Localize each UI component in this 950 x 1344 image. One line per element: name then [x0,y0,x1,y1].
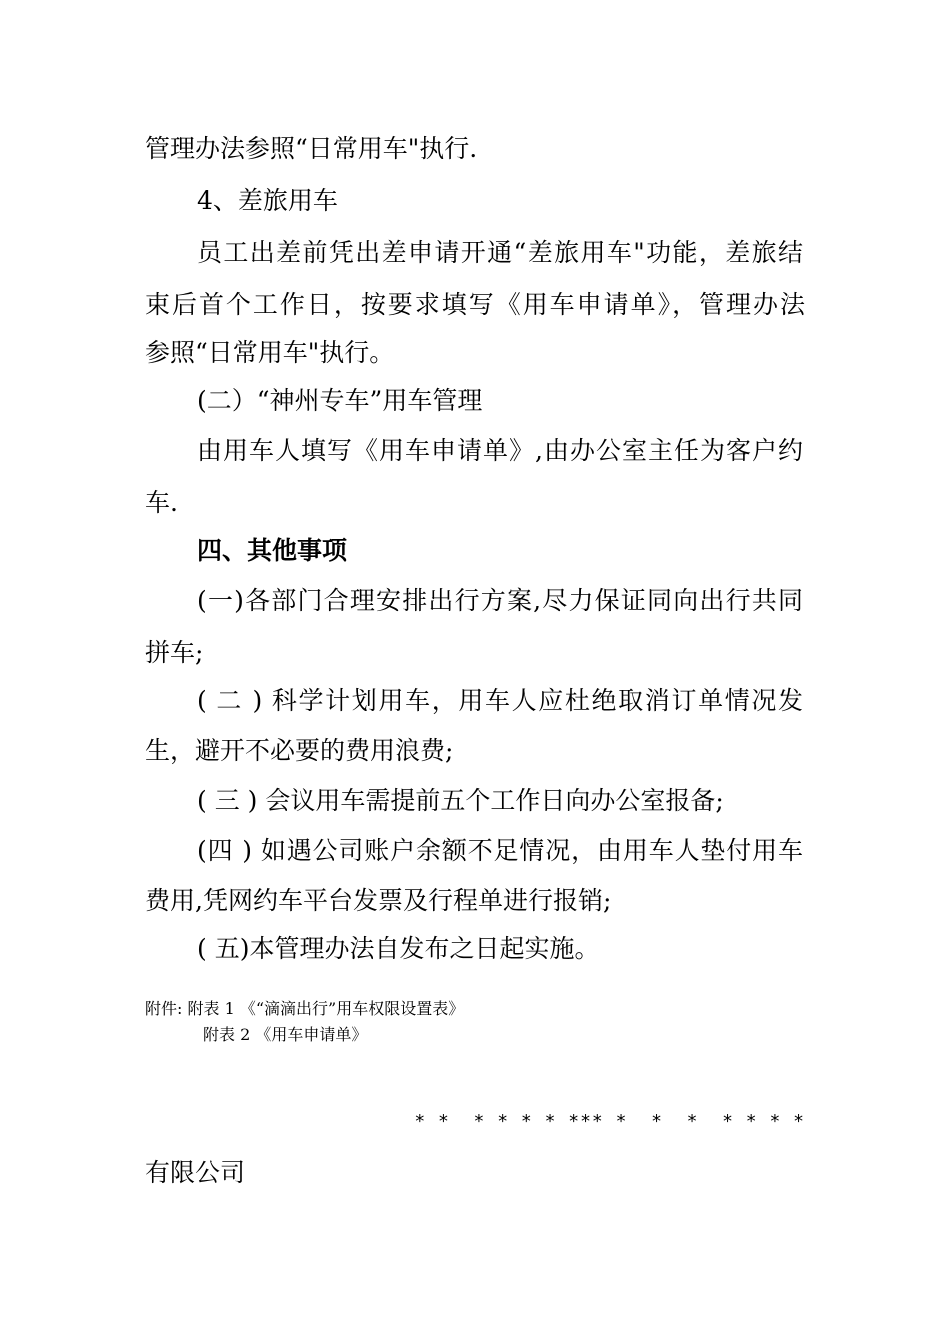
text-line: 拼车; [145,638,204,667]
subsection-heading: (二）“神州专车”用车管理 [197,386,483,415]
text-line: 管理办法参照“日常用车"执行. [145,134,478,163]
masked-signature: * * * * * * *** * * * * * * * [414,1111,805,1132]
section-heading: 四、其他事项 [197,536,348,565]
attachment-line: 附表 2 《用车申请单》 [203,1025,368,1044]
text-line: 员工出差前凭出差申请开通“差旅用车"功能，差旅结 [197,238,803,267]
text-line: ( 二 ) 科学计划用车，用车人应杜绝取消订单情况发 [197,686,803,715]
attachment-line: 附件: 附表 1 《“滴滴出行”用车权限设置表》 [145,999,465,1018]
text-line: (一)各部门合理安排出行方案,尽力保证同向出行共同 [197,586,803,615]
text-line: 由用车人填写《用车申请单》,由办公室主任为客户约 [197,436,803,465]
text-line: 生，避开不必要的费用浪费; [145,736,454,765]
company-suffix: 有限公司 [145,1158,246,1187]
text-line: (四 ) 如遇公司账户余额不足情况，由用车人垫付用车 [197,836,803,865]
text-line: ( 五)本管理办法自发布之日起实施。 [197,934,600,963]
text-line: 参照“日常用车"执行。 [145,338,395,367]
text-line: 车. [145,488,178,517]
text-line: 束后首个工作日，按要求填写《用车申请单》，管理办法 [145,290,805,319]
subsection-heading: 4、差旅用车 [197,186,338,215]
text-line: ( 三 ) 会议用车需提前五个工作日向办公室报备; [197,786,724,815]
text-line: 费用,凭网约车平台发票及行程单进行报销; [145,886,612,915]
